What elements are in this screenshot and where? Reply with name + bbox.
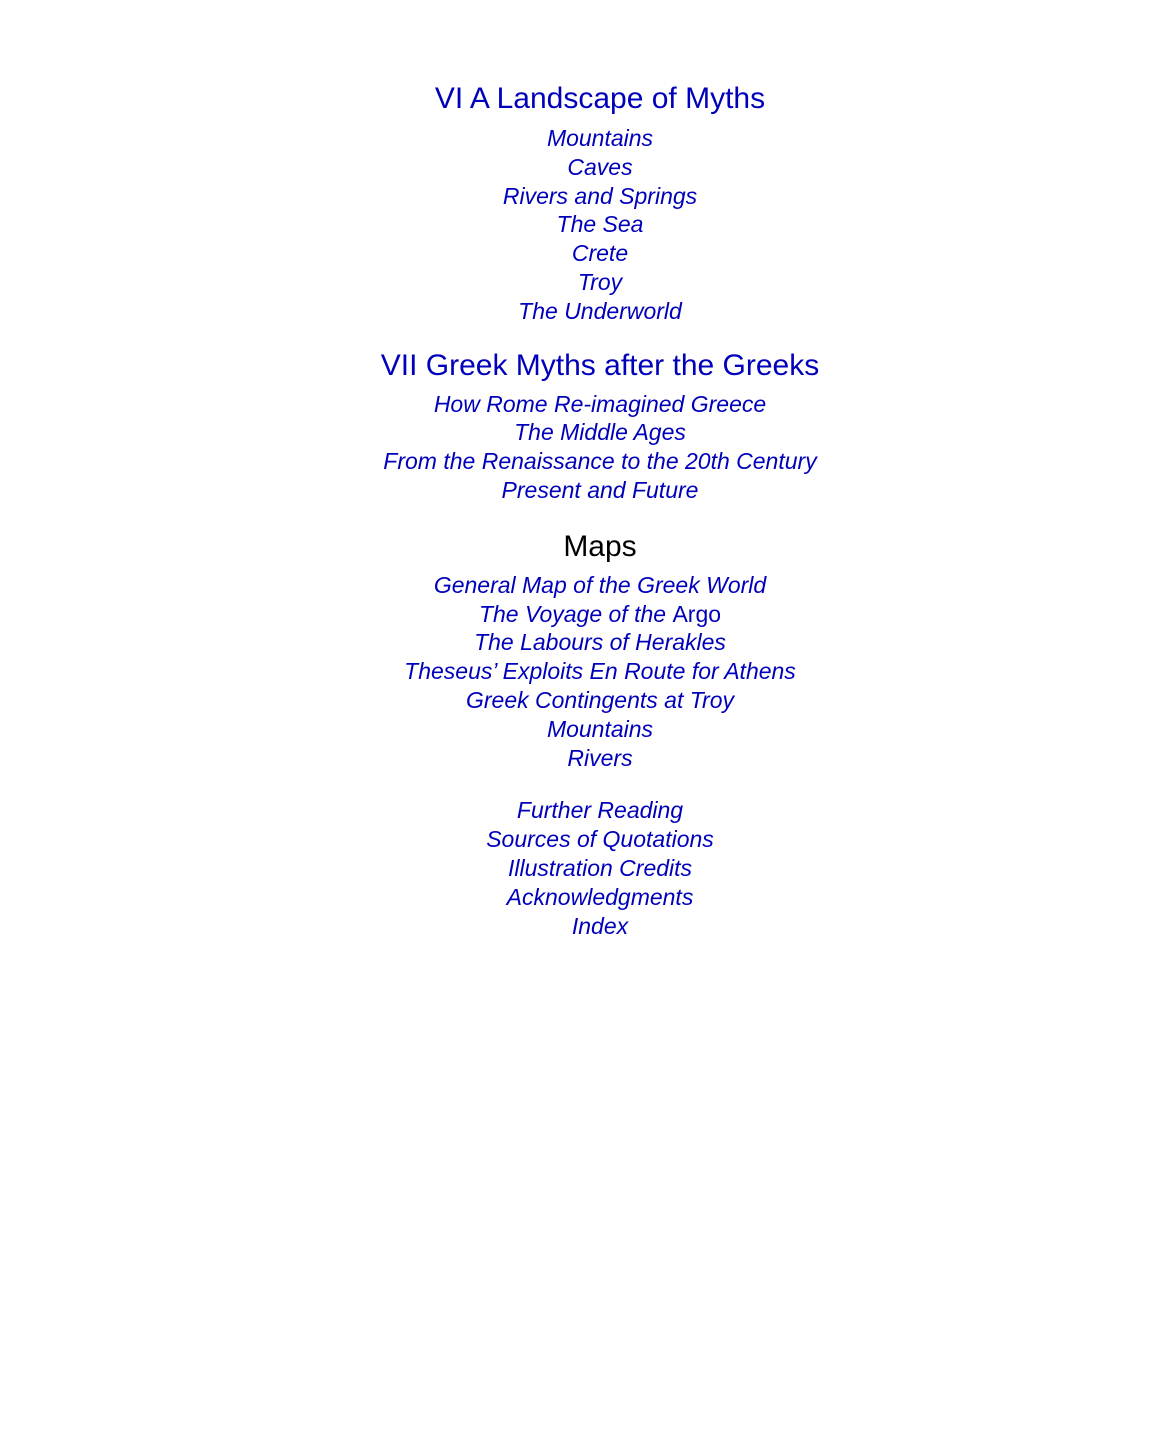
toc-link-voyage-of-the-argo[interactable]	[0, 600, 1165, 629]
toc-link-greek-contingents-at-troy[interactable]: Greek Contingents at Troy	[465, 686, 735, 713]
toc-link-crete[interactable]: Crete	[571, 240, 629, 267]
toc-link-map-mountains[interactable]: Mountains	[546, 715, 654, 742]
toc-link-index[interactable]: Index	[571, 912, 629, 939]
toc-link-sources-of-quotations[interactable]: Sources of Quotations	[486, 826, 714, 853]
section-heading-landscape-of-myths[interactable]: VI A Landscape of Myths	[434, 82, 766, 115]
toc-link-middle-ages[interactable]: The Middle Ages	[514, 419, 686, 446]
toc-link-present-and-future[interactable]: Present and Future	[501, 476, 699, 503]
section-list-landscape-of-myths	[0, 124, 1165, 326]
toc-link-labours-of-herakles[interactable]: The Labours of Herakles	[474, 629, 726, 656]
section-heading-myths-after-greeks[interactable]: VII Greek Myths after the Greeks	[380, 348, 820, 382]
toc-link-theseus-exploits[interactable]: Theseus’ Exploits En Route for Athens	[404, 658, 796, 685]
toc-link-caves[interactable]: Caves	[567, 153, 633, 180]
toc-link-rivers-and-springs[interactable]: Rivers and Springs	[502, 182, 698, 209]
toc-link-renaissance-to-20th-century[interactable]: From the Renaissance to the 20th Century	[383, 448, 817, 475]
back-matter-list	[0, 796, 1165, 940]
toc-link-map-rivers[interactable]: Rivers	[567, 744, 633, 771]
toc-link-illustration-credits[interactable]: Illustration Credits	[507, 854, 693, 881]
toc-link-the-underworld[interactable]: The Underworld	[518, 297, 682, 324]
toc-link-mountains[interactable]: Mountains	[546, 125, 654, 151]
toc-link-the-sea[interactable]: The Sea	[556, 211, 644, 238]
section-list-maps	[0, 571, 1165, 773]
toc-link-voyage-italic-part: The Voyage of the	[478, 600, 673, 627]
section-heading-maps: Maps	[563, 529, 637, 563]
toc-link-troy[interactable]: Troy	[577, 268, 623, 295]
toc-link-rome-reimagined-greece[interactable]: How Rome Re-imagined Greece	[433, 390, 767, 417]
section-list-myths-after-greeks	[0, 390, 1165, 505]
toc-link-further-reading[interactable]: Further Reading	[516, 797, 684, 824]
toc-link-general-map-greek-world[interactable]: General Map of the Greek World	[433, 571, 767, 598]
toc-link-acknowledgments[interactable]: Acknowledgments	[506, 883, 694, 910]
toc-link-voyage-ship-name: Argo	[672, 600, 722, 627]
